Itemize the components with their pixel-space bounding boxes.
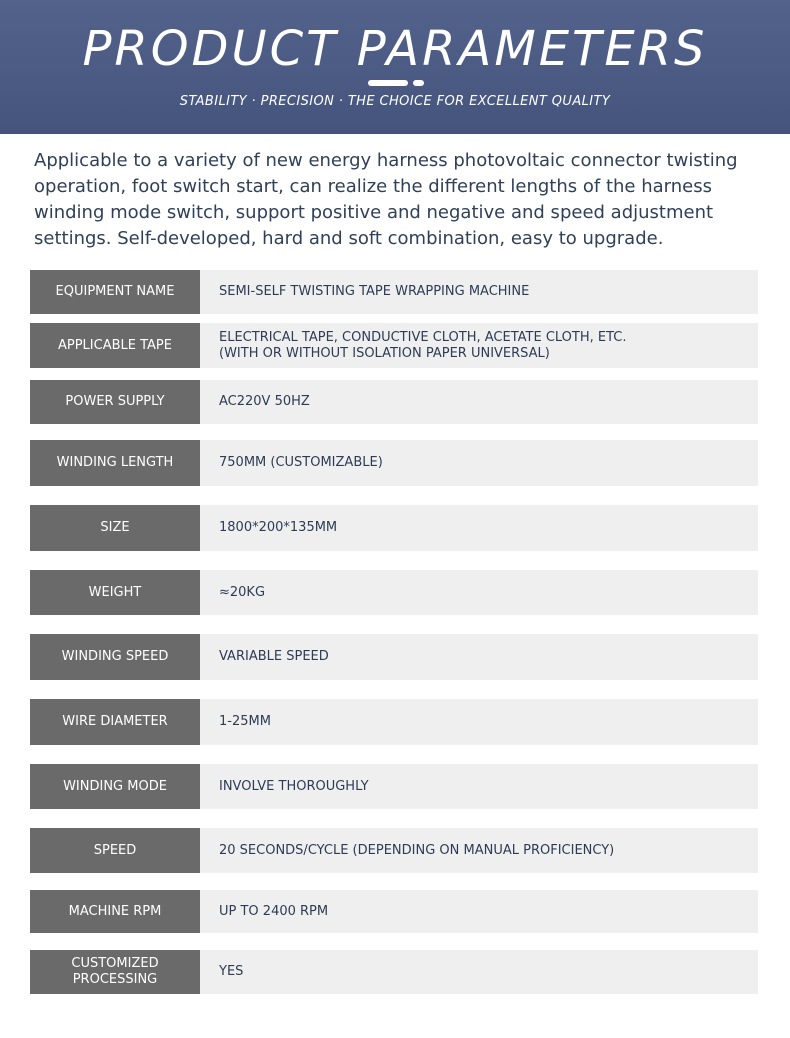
param-value: ≈20KG (200, 570, 758, 615)
param-value: UP TO 2400 RPM (200, 890, 758, 933)
param-value: 20 SECONDS/CYCLE (DEPENDING ON MANUAL PROFICIENCY) (200, 828, 758, 873)
param-value (200, 323, 758, 368)
param-label: WINDING MODE (30, 764, 200, 809)
product-description: Applicable to a variety of new energy harness photovoltaic connector twisting operation, foot switch start, can realize the different lengths of the harness winding mode switch, support positive and negative and speed adjustment settings. Self-developed, hard and soft combination, easy to upgrade. (34, 150, 738, 249)
table-row-winding-mode (30, 764, 758, 809)
table-row-equipment-name (30, 270, 758, 314)
param-value: YES (200, 950, 758, 994)
param-label: CUSTOMIZED PROCESSING (30, 950, 200, 994)
param-value: 1800*200*135MM (200, 505, 758, 551)
table-row-customized-processing (30, 950, 758, 994)
param-value: VARIABLE SPEED (200, 634, 758, 680)
table-row-winding-length (30, 440, 758, 486)
param-value: AC220V 50HZ (200, 380, 758, 424)
table-row-winding-speed (30, 634, 758, 680)
title-underline-long (368, 80, 408, 86)
table-row-size (30, 505, 758, 551)
param-label: EQUIPMENT NAME (30, 270, 200, 314)
table-row-applicable-tape (30, 323, 758, 368)
param-label: WINDING SPEED (30, 634, 200, 680)
table-row-power-supply (30, 380, 758, 424)
table-row-speed (30, 828, 758, 873)
param-value: SEMI-SELF TWISTING TAPE WRAPPING MACHINE (200, 270, 758, 314)
table-row-machine-rpm (30, 890, 758, 933)
param-label: WINDING LENGTH (30, 440, 200, 486)
param-label: SIZE (30, 505, 200, 551)
banner-subtitle: STABILITY · PRECISION · THE CHOICE FOR EXCELLENT QUALITY (179, 94, 611, 109)
param-value-line-1: ELECTRICAL TAPE, CONDUCTIVE CLOTH, ACETATE CLOTH, ETC. (219, 329, 627, 345)
header-banner (0, 0, 790, 134)
table-row-wire-diameter (30, 699, 758, 745)
param-label: MACHINE RPM (30, 890, 200, 933)
page-title: PRODUCT PARAMETERS (82, 21, 708, 77)
param-label: APPLICABLE TAPE (30, 323, 200, 368)
table-row-weight (30, 570, 758, 615)
param-label: WEIGHT (30, 570, 200, 615)
param-label: WIRE DIAMETER (30, 699, 200, 745)
param-value-line-2: (WITH OR WITHOUT ISOLATION PAPER UNIVERSAL) (219, 345, 550, 361)
param-value: 750MM (CUSTOMIZABLE) (200, 440, 758, 486)
param-label: POWER SUPPLY (30, 380, 200, 424)
title-underline-short (413, 80, 424, 86)
param-value: 1-25MM (200, 699, 758, 745)
param-value: INVOLVE THOROUGHLY (200, 764, 758, 809)
param-label: SPEED (30, 828, 200, 873)
